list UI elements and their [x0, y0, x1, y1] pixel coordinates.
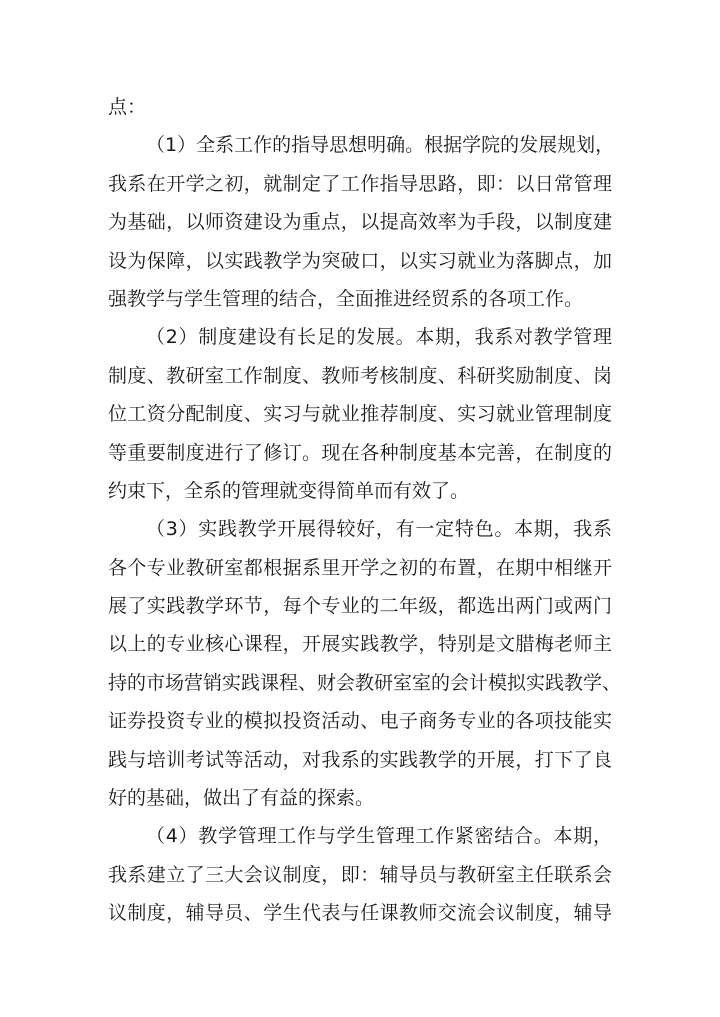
text-line: 等重要制度进行了修订。现在各种制度基本完善，在制度的 [108, 441, 612, 464]
text-line: 约束下，全系的管理就变得简单而有效了。 [108, 479, 470, 502]
text-line: 我系在开学之初，就制定了工作指导思路，即：以日常管理 [108, 172, 612, 195]
text-line: （2）制度建设有长足的发展。本期，我系对教学管理 [146, 326, 612, 349]
text-line: （1）全系工作的指导思想明确。根据学院的发展规划， [146, 134, 615, 157]
text-line: 以上的专业核心课程，开展实践教学，特别是文腊梅老师主 [108, 633, 612, 656]
text-line: 点： [108, 96, 147, 118]
text-line: 证券投资专业的模拟投资活动、电子商务专业的各项技能实 [108, 710, 612, 733]
text-line: 议制度，辅导员、学生代表与任课教师交流会议制度，辅导 [108, 902, 612, 925]
text-line: 展了实践教学环节，每个专业的二年级，都选出两门或两门 [108, 595, 612, 618]
text-line: 践与培训考试等活动，对我系的实践教学的开展，打下了良 [108, 748, 612, 771]
text-line: 设为保障，以实践教学为突破口，以实习就业为落脚点，加 [108, 249, 612, 272]
text-line: 位工资分配制度、实习与就业推荐制度、实习就业管理制度 [108, 403, 612, 426]
text-line: 强教学与学生管理的结合，全面推进经贸系的各项工作。 [108, 287, 584, 310]
text-line: 好的基础，做出了有益的探索。 [108, 787, 375, 810]
text-line: 我系建立了三大会议制度，即：辅导员与教研室主任联系会 [108, 863, 612, 886]
text-line: 为基础，以师资建设为重点，以提高效率为手段，以制度建 [108, 211, 612, 234]
text-line: 各个专业教研室都根据系里开学之初的布置，在期中相继开 [108, 556, 612, 579]
text-line: （3）实践教学开展得较好，有一定特色。本期，我系 [146, 518, 612, 541]
text-line: 制度、教研室工作制度、教师考核制度、科研奖励制度、岗 [108, 364, 612, 387]
text-line: （4）教学管理工作与学生管理工作紧密结合。本期， [146, 825, 612, 848]
document-page [108, 88, 622, 933]
text-line: 持的市场营销实践课程、财会教研室室的会计模拟实践教学、 [108, 671, 622, 694]
